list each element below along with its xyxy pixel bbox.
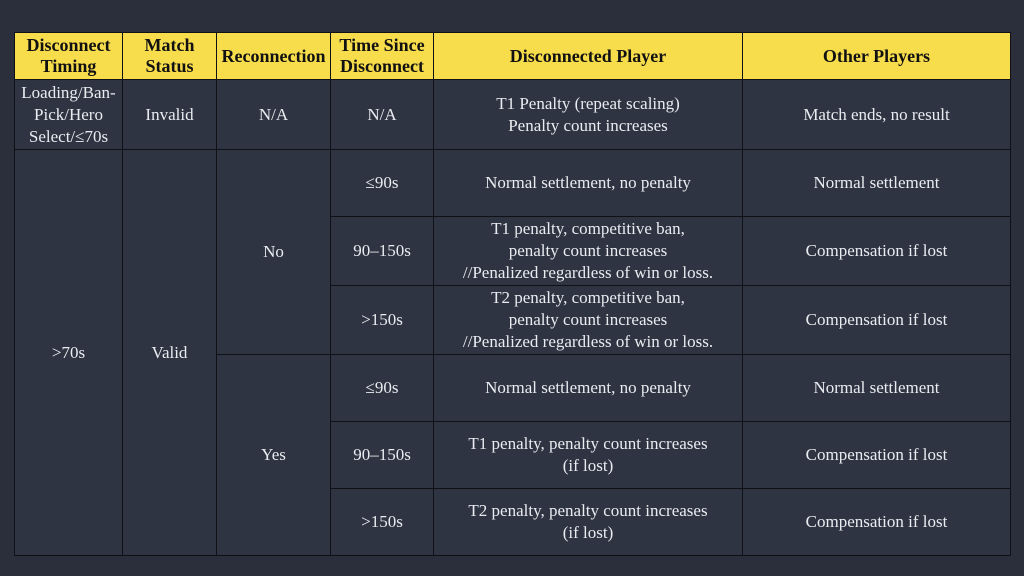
cell-disconnect-timing — [15, 80, 123, 150]
header-disconnect-timing — [15, 33, 123, 80]
cell-disconnect-timing: >70s — [15, 150, 123, 556]
cell-line: (if lost) — [562, 523, 614, 542]
cell-line: Penalty count increases — [508, 115, 668, 135]
cell-reconnection: N/A — [217, 80, 331, 150]
cell-line: Normal settlement, no penalty — [485, 173, 691, 192]
cell-time-since: N/A — [331, 80, 434, 150]
cell-reconnection-no: No — [217, 150, 331, 355]
cell-line: T2 penalty, competitive ban, — [491, 288, 685, 307]
cell-disconnected-player — [434, 355, 743, 422]
cell-time-since: ≤90s — [331, 355, 434, 422]
cell-disconnected-player — [434, 286, 743, 355]
cell-time-since: >150s — [331, 489, 434, 556]
cell-line: T1 penalty, competitive ban, — [491, 219, 685, 238]
header-row — [15, 33, 1011, 80]
cell-time-since: >150s — [331, 286, 434, 355]
cell-disconnected-player — [434, 217, 743, 286]
cell-line: //Penalized regardless of win or loss. — [462, 263, 714, 282]
header-line: Status — [145, 56, 194, 76]
header-match-status — [123, 33, 217, 80]
cell-line: Select/≤70s — [28, 126, 109, 146]
header-line: Disconnect — [26, 35, 111, 55]
cell-line: (if lost) — [562, 456, 614, 475]
cell-other-players: Compensation if lost — [743, 217, 1011, 286]
cell-other-players: Compensation if lost — [743, 422, 1011, 489]
cell-line: penalty count increases — [508, 241, 668, 260]
header-line: Disconnected Player — [509, 45, 667, 66]
cell-other-players: Compensation if lost — [743, 489, 1011, 556]
cell-match-status: Invalid — [123, 80, 217, 150]
cell-disconnected-player — [434, 150, 743, 217]
header-line: Disconnect — [340, 56, 424, 76]
cell-reconnection-yes: Yes — [217, 355, 331, 556]
header-line: Reconnection — [221, 45, 326, 66]
header-line: Match — [144, 35, 195, 55]
cell-line: T1 penalty, penalty count increases — [468, 434, 708, 453]
cell-other-players: Match ends, no result — [743, 80, 1011, 150]
table-row — [15, 150, 1011, 217]
header-disconnected-player — [434, 33, 743, 80]
cell-disconnected-player — [434, 422, 743, 489]
cell-line: T2 penalty, penalty count increases — [468, 501, 708, 520]
cell-disconnected-player — [434, 489, 743, 556]
cell-disconnected-player — [434, 80, 743, 150]
table-row-early — [15, 80, 1011, 150]
header-line: Other Players — [822, 45, 931, 66]
cell-time-since: 90–150s — [331, 217, 434, 286]
cell-line: //Penalized regardless of win or loss. — [462, 332, 714, 351]
cell-other-players: Normal settlement — [743, 150, 1011, 217]
header-other-players — [743, 33, 1011, 80]
disconnect-rules-table — [14, 32, 1011, 556]
cell-other-players: Compensation if lost — [743, 286, 1011, 355]
cell-time-since: 90–150s — [331, 422, 434, 489]
cell-line: Pick/Hero — [34, 104, 103, 124]
cell-line: T1 Penalty (repeat scaling) — [496, 93, 680, 113]
cell-line: penalty count increases — [508, 310, 668, 329]
header-line: Timing — [40, 56, 97, 76]
cell-line: Loading/Ban- — [21, 82, 116, 102]
header-line: Time Since — [339, 35, 425, 55]
cell-time-since: ≤90s — [331, 150, 434, 217]
cell-line: Normal settlement, no penalty — [485, 378, 691, 397]
header-time-since-disconnect — [331, 33, 434, 80]
header-reconnection — [217, 33, 331, 80]
cell-other-players: Normal settlement — [743, 355, 1011, 422]
cell-match-status: Valid — [123, 150, 217, 556]
